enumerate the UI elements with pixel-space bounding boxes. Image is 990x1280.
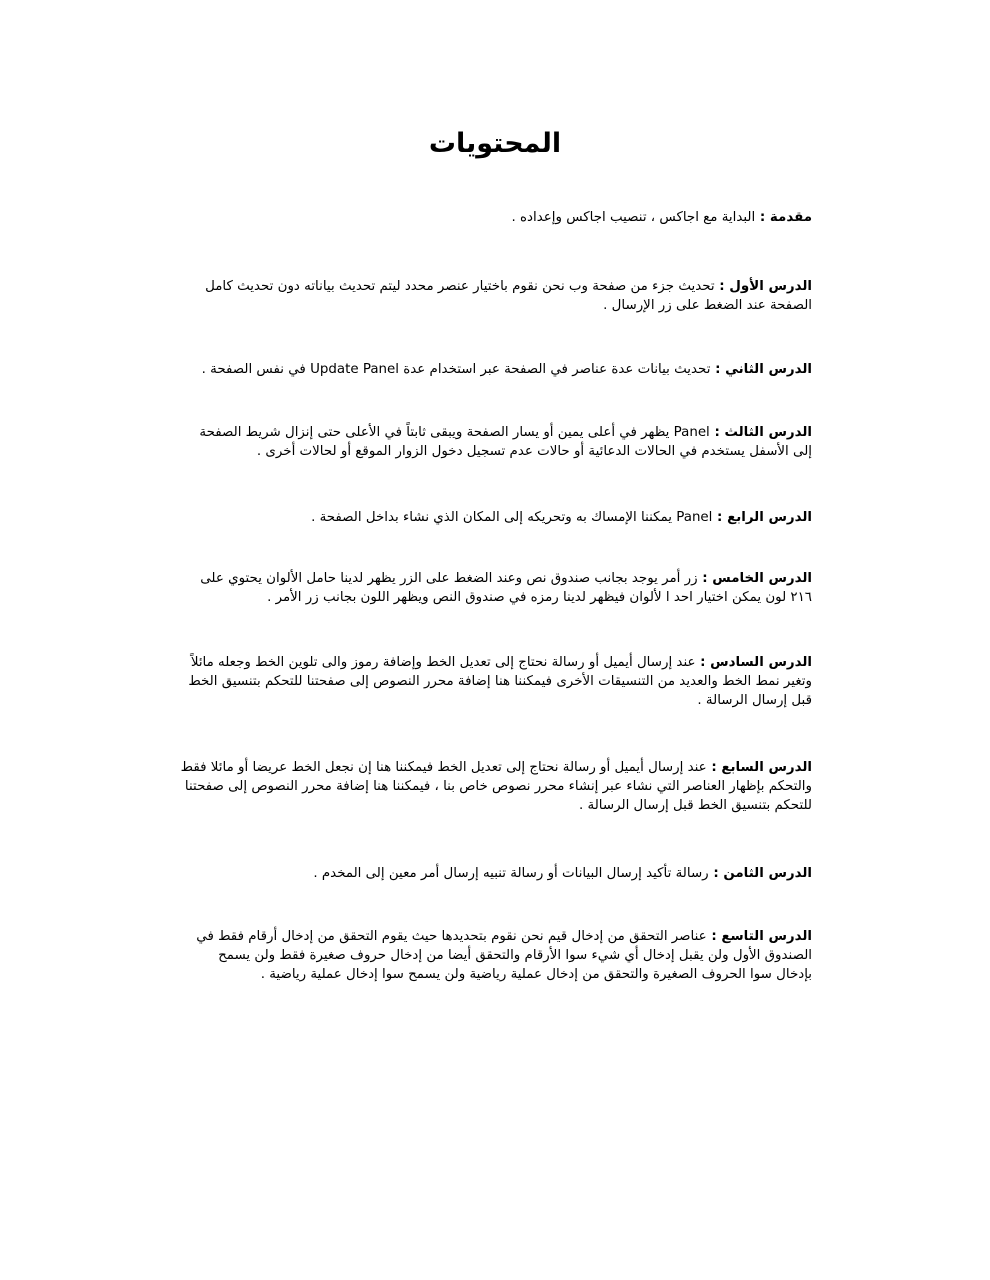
entry-text: Panel يمكننا الإمساك به وتحريكه إلى المكان الذي نشاء بداخل الصفحة .	[311, 510, 713, 525]
entry-label: الدرس الأول	[729, 279, 812, 294]
list-item: الدرس السادس : عند إرسال أيميل أو رسالة نحتاج إلى تعديل الخط وإضافة رموز والى تلوين الخط وجعله مائلاً وتغير نمط الخط والعديد من التنسيقات الأخرى فيمكننا هنا إضافة محرر النصوص إلى صفحتنا للتحكم بتنسيق الخط قبل إرسال الرسالة .	[188, 655, 812, 708]
entry-text: تحديث بيانات عدة عناصر في الصفحة عبر استخدام عدة Update Panel في نفس الصفحة .	[201, 362, 711, 377]
entry-text: Panel يظهر في أعلى يمين أو يسار الصفحة ويبقى ثابتاً في الأعلى حتى إنزال شريط الصفحة إلى الأسفل يستخدم في الحالات الدعائية أو حالات عدم تسجيل دخول الزوار الموقع أو لحالات أخرى .	[199, 425, 812, 459]
entry-label: مقدمة	[769, 210, 812, 225]
entry-text: عند إرسال أيميل أو رسالة نحتاج إلى تعديل الخط فيمكننا هنا إن نجعل الخط عريضا أو مائلا فقط والتحكم بإظهار العناصر التي نشاء عبر إنشاء محرر نصوص خاص بنا ، فيمكننا هنا إضافة محرر النصوص إلى صفحتنا للتحكم بتنسيق الخط قبل إرسال الرسالة .	[180, 760, 812, 813]
entry-label: الدرس الثاني	[725, 362, 812, 377]
list-item: الدرس الخامس : زر أمر يوجد بجانب صندوق نص وعند الضغط على الزر يظهر لدينا حامل الألوان يحتوي على ٢١٦ لون يمكن اختيار احد ا لألوان فيظهر لدينا رمزه في صندوق النص ويظهر اللون بجانب زر الأمر .	[200, 571, 812, 605]
entry-text: تحديث جزء من صفحة وب نحن نقوم باختيار عنصر محدد ليتم تحديث بياناته دون تحديث كامل الصفحة عند الضغط على زر الإرسال .	[205, 279, 812, 313]
list-item: الدرس السابع : عند إرسال أيميل أو رسالة نحتاج إلى تعديل الخط فيمكننا هنا إن نجعل الخط عريضا أو مائلا فقط والتحكم بإظهار العناصر التي نشاء عبر إنشاء محرر نصوص خاص بنا ، فيمكننا هنا إضافة محرر النصوص إلى صفحتنا للتحكم بتنسيق الخط قبل إرسال الرسالة .	[180, 760, 812, 813]
entry-label: الدرس الرابع	[727, 510, 812, 525]
list-item: مقدمة : البداية مع اجاكس ، تنصيب اجاكس وإعداده .	[511, 210, 812, 225]
entry-text: البداية مع اجاكس ، تنصيب اجاكس وإعداده .	[511, 210, 756, 225]
entry-label: الدرس الخامس	[712, 571, 812, 586]
list-item: الدرس الأول : تحديث جزء من صفحة وب نحن نقوم باختيار عنصر محدد ليتم تحديث بياناته دون تحديث كامل الصفحة عند الضغط على زر الإرسال .	[205, 279, 812, 313]
entry-text: عند إرسال أيميل أو رسالة نحتاج إلى تعديل الخط وإضافة رموز والى تلوين الخط وجعله مائلاً وتغير نمط الخط والعديد من التنسيقات الأخرى فيمكننا هنا إضافة محرر النصوص إلى صفحتنا للتحكم بتنسيق الخط قبل إرسال الرسالة .	[188, 655, 812, 708]
entry-label: الدرس التاسع	[721, 929, 812, 944]
list-item: الدرس الرابع : Panel يمكننا الإمساك به وتحريكه إلى المكان الذي نشاء بداخل الصفحة .	[311, 510, 812, 525]
entry-label: الدرس الثالث	[724, 425, 812, 440]
list-item: الدرس الثامن : رسالة تأكيد إرسال البيانات أو رسالة تنبيه إرسال أمر معين إلى المخدم .	[313, 866, 812, 881]
list-item: الدرس الثالث : Panel يظهر في أعلى يمين أو يسار الصفحة ويبقى ثابتاً في الأعلى حتى إنزال شريط الصفحة إلى الأسفل يستخدم في الحالات الدعائية أو حالات عدم تسجيل دخول الزوار الموقع أو لحالات أخرى .	[199, 425, 812, 459]
list-item: الدرس التاسع : عناصر التحقق من إدخال قيم نحن نقوم بتحديدها حيث يقوم التحقق من إدخال أرقام فقط في الصندوق الأول ولن يقبل إدخال أي شيء سوا الأرقام والتحقق أيضا من إدخال حروف صغيرة فقط ولن يسمح بإدخال سوا الحروف الصغيرة والتحقق من إدخال عملية رياضية ولن يسمح سوا إدخال عملية رياضية .	[196, 929, 812, 982]
entry-label: الدرس السابع	[721, 760, 812, 775]
entry-label: الدرس السادس	[710, 655, 812, 670]
entry-text: رسالة تأكيد إرسال البيانات أو رسالة تنبيه إرسال أمر معين إلى المخدم .	[313, 866, 709, 881]
page-title: المحتويات	[428, 128, 562, 159]
entry-label: الدرس الثامن	[723, 866, 812, 881]
list-item: الدرس الثاني : تحديث بيانات عدة عناصر في الصفحة عبر استخدام عدة Update Panel في نفس الصفحة .	[201, 362, 812, 377]
entry-text: عناصر التحقق من إدخال قيم نحن نقوم بتحديدها حيث يقوم التحقق من إدخال أرقام فقط في الصندوق الأول ولن يقبل إدخال أي شيء سوا الأرقام والتحقق أيضا من إدخال حروف صغيرة فقط ولن يسمح بإدخال سوا الحروف الصغيرة والتحقق من إدخال عملية رياضية ولن يسمح سوا إدخال عملية رياضية .	[196, 929, 812, 982]
entry-text: زر أمر يوجد بجانب صندوق نص وعند الضغط على الزر يظهر لدينا حامل الألوان يحتوي على ٢١٦ لون يمكن اختيار احد ا لألوان فيظهر لدينا رمزه في صندوق النص ويظهر اللون بجانب زر الأمر .	[200, 571, 812, 605]
